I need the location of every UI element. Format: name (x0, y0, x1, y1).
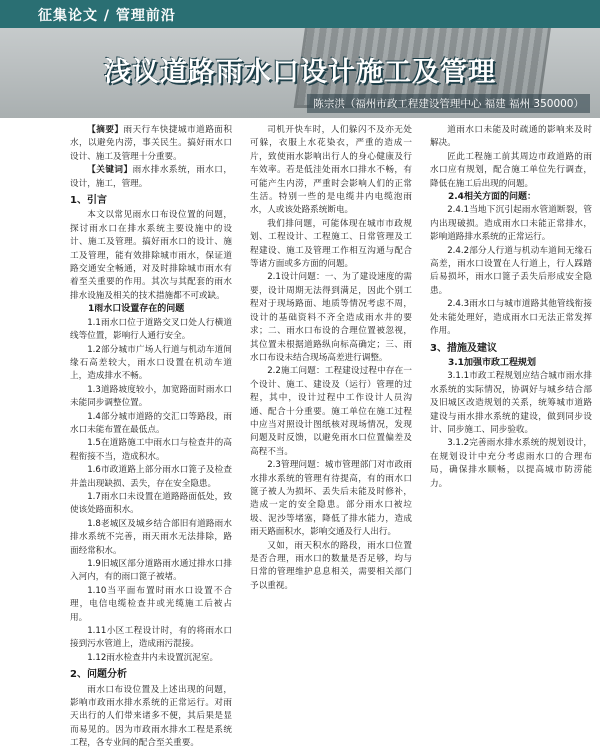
subsection-heading: 1雨水口设置存在的问题 (88, 304, 185, 315)
body-paragraph: 本文以常见雨水口布设位置的问题，探讨雨水口在排水系统主要设施中的设计、施工及管理。搞好雨水口的设计、施工及管理，能有效排除城市雨水，保证道路交通安全畅通，对及时排除城市雨水有着至关重要的作用。其次与其配套的雨水排水设施及相关的技术措施都不可或缺。 (70, 210, 232, 301)
abstract-paragraph (70, 164, 232, 191)
body-paragraph: 2.3管理问题：城市管理部门对市政雨水排水系统的管理有待提高，有的雨水口篦子被人为损坏、丢失后未能及时修补，造成一定的安全隐患。部分雨水口被垃圾、泥沙等堵塞，降低了排水能力，造成雨天路面积水，影响交通及行人出行。 (250, 460, 412, 538)
body-paragraph: 1.6市政道路上部分雨水口篦子及检查井盖出现缺损、丢失，存在安全隐患。 (70, 465, 232, 489)
author-byline: 陈宗洪（福州市政工程建设管理中心 福建 福州 350000） (307, 94, 590, 113)
abstract-text: 雨水排水系统，雨水口，设计，施工，管理。 (70, 165, 232, 189)
article-title: 浅议道路雨水口设计施工及管理 (104, 57, 496, 88)
body-paragraph: 1.4部分城市道路的交汇口等路段，雨水口未能布置在最低点。 (70, 411, 232, 435)
section-heading: 2、问题分析 (70, 669, 127, 681)
body-paragraph: 3.1.2完善雨水排水系统的规划设计，在规划设计中充分考虑雨水口的合理布局，确保排水顺畅，以提高城市防涝能力。 (430, 438, 592, 489)
body-paragraph: 1.9旧城区部分道路雨水通过排水口排入河内，有的雨口篦子被堵。 (70, 559, 232, 583)
body-paragraph: 2.4.2部分人行道与机动车道间无缘石高差，雨水口设置在人行道上，行人踩踏后易损坏，雨水口篦子丢失后形成安全隐患。 (430, 245, 592, 296)
body-paragraph: 2.2施工问题：工程建设过程中存在一个设计、施工、建设及（运行）管理的过程，其中，设计过程中工作设计人员沟通、配合十分重要。施工单位在施工过程中应当对照设计图纸核对现场情况，发现问题及时反馈，以避免雨水口位置偏差及高程不当。 (250, 366, 412, 457)
subsection-heading: 2.4相关方面的问题： (448, 192, 536, 203)
article-body (70, 124, 592, 749)
subsection-heading: 3.1加强市政工程规划 (448, 357, 536, 368)
section-heading: 3、措施及建议 (430, 342, 497, 354)
body-paragraph: 我们排问题，可能体现在城市市政规划、工程设计、工程施工、日常管理及工程建设、施工及管理工作相互沟通与配合等诸方面或多方面的问题。 (250, 218, 412, 270)
section-tag: 征集论文 / 管理前沿 (38, 8, 176, 24)
body-paragraph: 1.12雨水检查井内未设置沉泥室。 (87, 652, 219, 663)
body-paragraph: 1.3道路坡度较小，加宽路面时雨水口未能同步调整位置。 (70, 384, 232, 409)
column-3 (430, 124, 592, 730)
abstract-label: 【摘要】 (87, 125, 124, 135)
section-heading: 1、引言 (70, 195, 107, 207)
abstract-text: 雨天行车快捷城市道路面积水，以避免内涝，事关民生。搞好雨水口设计、施工及管理十分重要。 (70, 125, 232, 162)
column-1 (70, 124, 232, 749)
abstract-paragraph (70, 124, 232, 164)
body-paragraph: 匠此工程施工前其周边市政道路的雨水口应有规划，配合施工单位先行调查，降低在施工后出现的问题。 (430, 151, 592, 189)
body-paragraph: 1.11小区工程设计时，有的将雨水口接到污水管道上，造成雨污混接。 (70, 626, 232, 650)
body-paragraph: 1.8老城区及城乡结合部旧有道路雨水排水系统不完善，雨天雨水无法排除，路面经常积水。 (70, 518, 232, 556)
abstract-label: 【关键词】 (87, 165, 133, 176)
body-paragraph: 司机开快车时，人们躲闪不及亦无处可躲，衣服上水花染衣，严重的造成一片，致使雨水影响出行人的身心健康及行车效率。若是低洼处雨水口排水不畅，有可能产生内涝，严重时会影响人们的正常生活。特别一些的是电缆井内电缆泡雨水，人或该处路系统断电。 (250, 125, 412, 216)
body-paragraph: 1.5在道路施工中雨水口与检查井的高程衔接不当，造成积水。 (70, 438, 232, 462)
body-paragraph: 2.4.3雨水口与城市道路其他管线衔接处未能处理好，造成雨水口无法正常发挥作用。 (430, 299, 592, 337)
body-paragraph: 1.2部分城市广场人行道与机动车道间缘石高差较大，雨水口设置在机动车道上，造成排水不畅。 (70, 344, 232, 382)
title-banner (0, 0, 600, 118)
body-paragraph: 1.1雨水口位于道路交叉口处人行横道线等位置，影响行人通行安全。 (70, 317, 232, 342)
body-paragraph: 1.10当平面布置时雨水口设置不合理，电信电缆检查井或光缆施工后被占用。 (70, 585, 232, 623)
section-tag-bar (0, 0, 600, 28)
body-paragraph: 又如，雨天积水的路段，雨水口位置是否合理，雨水口的数量是否足够，均与日常的管理维护息息相关，需要相关部门予以重视。 (250, 540, 412, 591)
body-paragraph: 2.1设计问题：一、为了建设速度的需要，设计周期无法得到满足，因此个别工程对于现场路面、地质等情况考虑不周，设计的基础资料不齐全造成雨水井的要求；二、雨水口布设的合理位置被忽视，其位置未根据道路纵向标高确定；三、雨水口布设未结合现场高差进行调整。 (250, 272, 412, 363)
body-paragraph: 2.4.1当地下沉引起雨水管道断裂，管内出现破损。造成雨水口未能正常排水，影响道路排水系统的正常运行。 (430, 205, 592, 243)
body-paragraph: 3.1.1市政工程规划应结合城市雨水排水系统的实际情况，协调好与城乡结合部及旧城区改造规划的关系，统筹城市道路建设与雨水排水系统的建设，做到同步设计、同步施工、同步验收。 (430, 371, 592, 435)
body-paragraph: 道雨水口未能及时疏通的影响来及时解决。 (430, 125, 592, 149)
body-paragraph: 雨水口布设位置及上述出现的问题，影响市政雨水排水系统的正常运行。对雨天出行的人们带来诸多不便，其后果是显而易见的。因为市政雨水排水工程是系统工程，各专业间的配合至关重要。 (70, 684, 232, 749)
column-2 (250, 124, 412, 730)
body-paragraph: 1.7雨水口未设置在道路路面低处，致使该处路面积水。 (70, 491, 232, 516)
